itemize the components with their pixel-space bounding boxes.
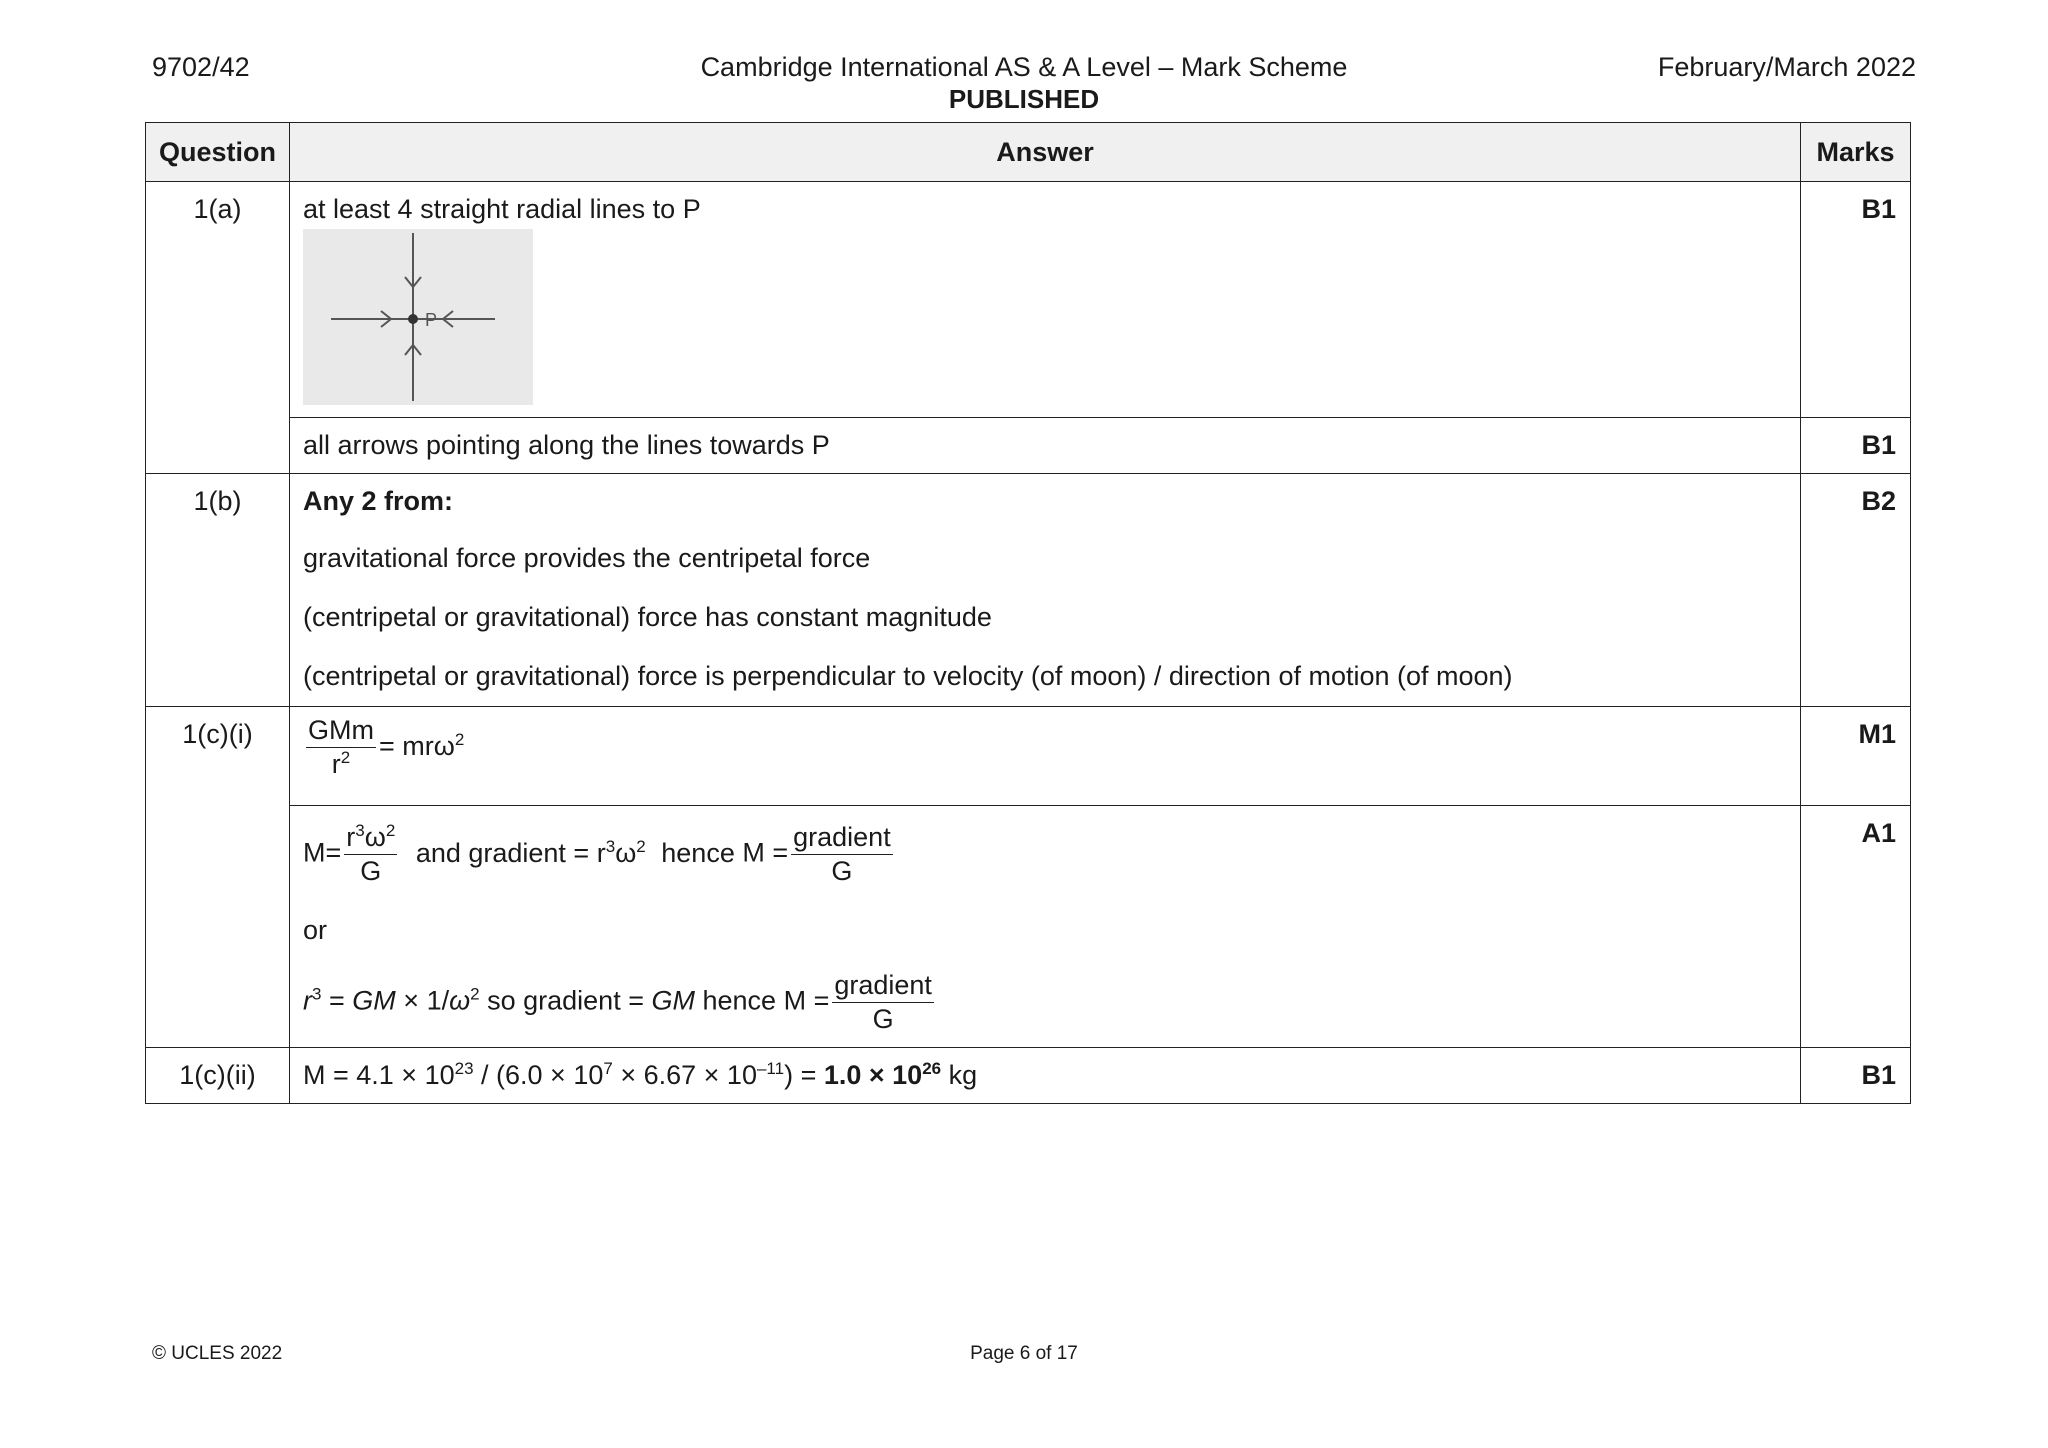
question-number: 1(c)(ii): [146, 1048, 290, 1104]
answer-cell: [290, 474, 1801, 707]
field-lines-diagram: [303, 229, 533, 405]
answer-cell: [290, 182, 1801, 418]
answer-cell: [290, 707, 1801, 806]
exam-session: February/March 2022: [1657, 52, 1916, 82]
mark-value: B2: [1801, 474, 1911, 707]
question-number: 1(c)(i): [146, 707, 290, 1048]
paper-code: 9702/42: [152, 52, 250, 82]
table-row: [146, 418, 1911, 474]
answer-text: $M = 4.1 \times 10^{23} / (6.0 \times 10^7 \times 6.67 \times 10^{-11}) = 1.0 \times 10^{26}$ kg: [290, 1048, 1801, 1104]
answer-heading: Any 2 from:: [303, 486, 454, 516]
answer-point: (centripetal or gravitational) force is perpendicular to velocity (of moon) / direction of motion (of moon): [303, 661, 1513, 691]
header-question: Question: [146, 123, 290, 182]
equation-line: $r^3$ = GM × $1/\omega^2$ so gradient = GM hence M = $\frac{\text{gradient}}{G}$: [303, 970, 932, 1034]
footer-copyright: © UCLES 2022: [152, 1343, 283, 1364]
mark-value: B1: [1801, 1048, 1911, 1104]
mark-value: B1: [1801, 182, 1911, 418]
table-row: [146, 707, 1911, 806]
header-answer: Answer: [290, 123, 1801, 182]
mark-value: B1: [1801, 418, 1911, 474]
answer-point: (centripetal or gravitational) force has constant magnitude: [303, 602, 992, 632]
table-header-row: [146, 123, 1911, 182]
answer-text: at least 4 straight radial lines to P: [303, 194, 701, 224]
header-marks: Marks: [1801, 123, 1911, 182]
published-label: PUBLISHED: [948, 84, 1100, 114]
point-p-label: P: [425, 310, 438, 330]
mark-scheme-table: [145, 122, 1911, 1104]
equation-fraction: $\frac{\text{GMm}}{r^2}$: [308, 715, 374, 779]
mark-value: A1: [1801, 806, 1911, 1048]
document-title: Cambridge International AS & A Level – Mark Scheme: [700, 52, 1348, 82]
equation-rhs: = mrω$^2$: [378, 729, 465, 761]
footer-page-number: Page 6 of 17: [970, 1343, 1078, 1364]
question-number: 1(b): [146, 474, 290, 707]
table-row: [146, 1048, 1911, 1104]
answer-point: gravitational force provides the centripetal force: [303, 543, 871, 573]
question-number: 1(a): [146, 182, 290, 474]
table-row: [146, 182, 1911, 418]
mark-value: M1: [1801, 707, 1911, 806]
table-row: [146, 474, 1911, 707]
table-row: [146, 806, 1911, 1048]
answer-cell: [290, 806, 1801, 1048]
equation-line: M= $\frac{r^3\omega^2}{G}$ and gradient = $r^3\omega^2$ hence M = $\frac{\text{gradient}}{G}$: [303, 821, 891, 886]
answer-text: all arrows pointing along the lines towards P: [290, 418, 1801, 474]
or-text: or: [303, 915, 328, 945]
